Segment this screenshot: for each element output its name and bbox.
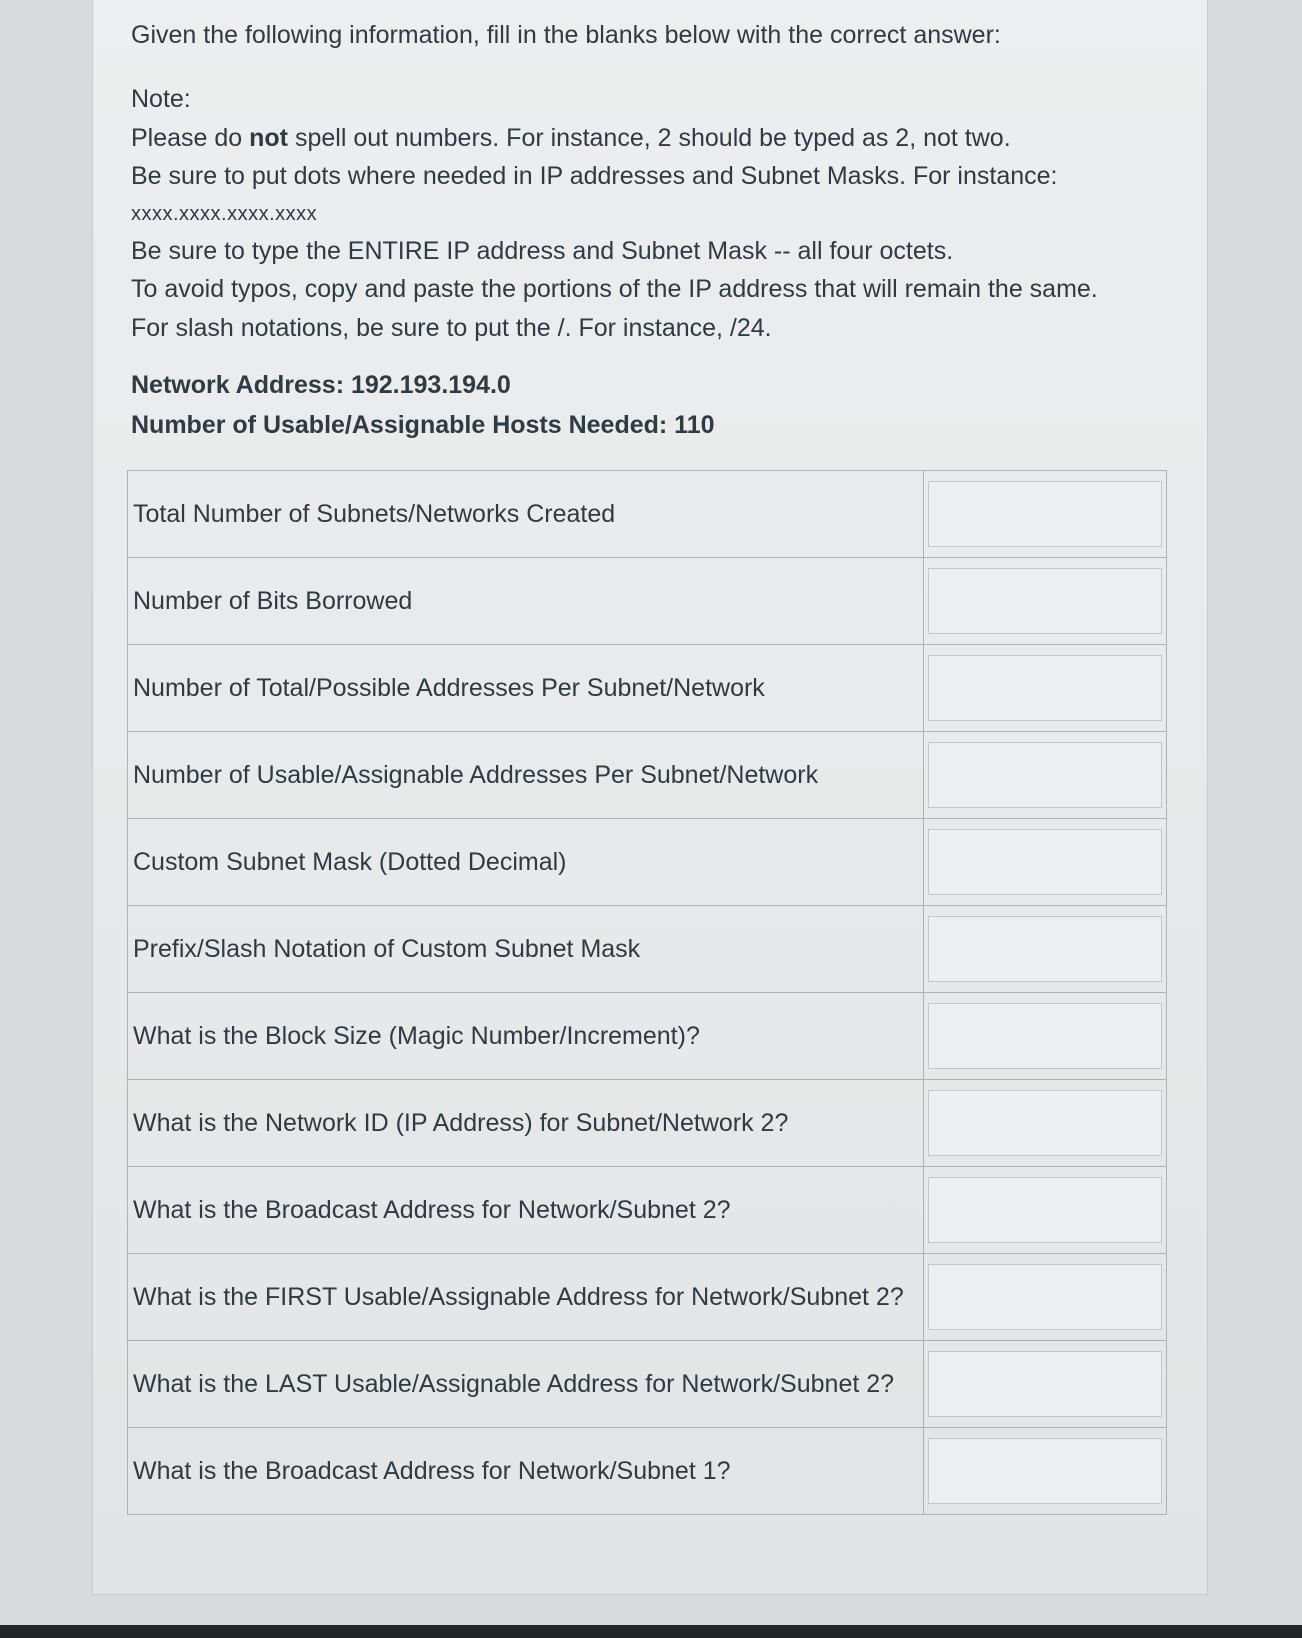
answer-input[interactable] — [928, 1003, 1162, 1069]
table-row — [128, 1341, 1167, 1428]
answer-input[interactable] — [928, 655, 1162, 721]
question-label: What is the Broadcast Address for Network/Subnet 2? — [128, 1167, 924, 1254]
note-line-dots: Be sure to put dots where needed in IP addresses and Subnet Masks. For instance: — [131, 162, 1058, 190]
answer-cell — [924, 1254, 1167, 1341]
question-content — [131, 18, 1171, 445]
question-label: What is the LAST Usable/Assignable Address for Network/Subnet 2? — [128, 1341, 924, 1428]
answer-table — [127, 470, 1167, 1515]
note-heading: Note: — [131, 85, 191, 113]
table-row — [128, 906, 1167, 993]
answer-cell — [924, 993, 1167, 1080]
question-label: What is the FIRST Usable/Assignable Address for Network/Subnet 2? — [128, 1254, 924, 1341]
answer-input[interactable] — [928, 1351, 1162, 1417]
network-address: Network Address: 192.193.194.0 — [131, 371, 511, 399]
quiz-page — [92, 0, 1208, 1595]
bottom-bar — [0, 1625, 1302, 1638]
answer-input[interactable] — [928, 829, 1162, 895]
table-row — [128, 558, 1167, 645]
question-label: What is the Block Size (Magic Number/Increment)? — [128, 993, 924, 1080]
note-line-numbers-bold: not — [249, 123, 289, 152]
note-line-numbers-pre: Please do — [131, 123, 250, 152]
answer-cell — [924, 906, 1167, 993]
table-row — [128, 819, 1167, 906]
answer-cell — [924, 1080, 1167, 1167]
answer-input[interactable] — [928, 1177, 1162, 1243]
answer-cell — [924, 558, 1167, 645]
question-label: What is the Broadcast Address for Network/Subnet 1? — [128, 1428, 924, 1515]
question-label: Number of Usable/Assignable Addresses Per Subnet/Network — [128, 732, 924, 819]
question-label: What is the Network ID (IP Address) for Subnet/Network 2? — [128, 1080, 924, 1167]
answer-input[interactable] — [928, 1090, 1162, 1156]
answer-input[interactable] — [928, 916, 1162, 982]
question-label: Prefix/Slash Notation of Custom Subnet Mask — [128, 906, 924, 993]
table-row — [128, 471, 1167, 558]
answer-cell — [924, 819, 1167, 906]
table-row — [128, 645, 1167, 732]
answer-cell — [924, 1428, 1167, 1515]
question-label: Custom Subnet Mask (Dotted Decimal) — [128, 819, 924, 906]
table-row — [128, 1254, 1167, 1341]
table-row — [128, 993, 1167, 1080]
table-row — [128, 1080, 1167, 1167]
note-block — [131, 80, 1171, 347]
answer-input[interactable] — [928, 1264, 1162, 1330]
answer-cell — [924, 1167, 1167, 1254]
answer-cell — [924, 732, 1167, 819]
question-label: Number of Bits Borrowed — [128, 558, 924, 645]
answer-input[interactable] — [928, 568, 1162, 634]
question-label: Total Number of Subnets/Networks Created — [128, 471, 924, 558]
answer-input[interactable] — [928, 1438, 1162, 1504]
answer-cell — [924, 1341, 1167, 1428]
table-row — [128, 1167, 1167, 1254]
note-example: xxxx.xxxx.xxxx.xxxx — [131, 202, 318, 225]
answer-table-body — [128, 471, 1167, 1515]
note-line-numbers — [131, 119, 1171, 158]
question-label: Number of Total/Possible Addresses Per Subnet/Network — [128, 645, 924, 732]
given-facts — [131, 365, 1171, 445]
answer-input[interactable] — [928, 481, 1162, 547]
answer-cell — [924, 645, 1167, 732]
intro-text: Given the following information, fill in the blanks below with the correct answer: — [131, 21, 1001, 49]
hosts-needed: Number of Usable/Assignable Hosts Needed: 110 — [131, 411, 715, 439]
answer-cell — [924, 471, 1167, 558]
note-line-numbers-post: spell out numbers. For instance, 2 should be typed as 2, not two. — [288, 123, 1011, 152]
table-row — [128, 732, 1167, 819]
table-row — [128, 1428, 1167, 1515]
note-line-copy-paste: To avoid typos, copy and paste the portions of the IP address that will remain the same. — [131, 275, 1098, 303]
note-line-octets: Be sure to type the ENTIRE IP address and Subnet Mask -- all four octets. — [131, 236, 954, 265]
note-line-slash: For slash notations, be sure to put the /. For instance, /24. — [131, 313, 772, 342]
answer-input[interactable] — [928, 742, 1162, 808]
